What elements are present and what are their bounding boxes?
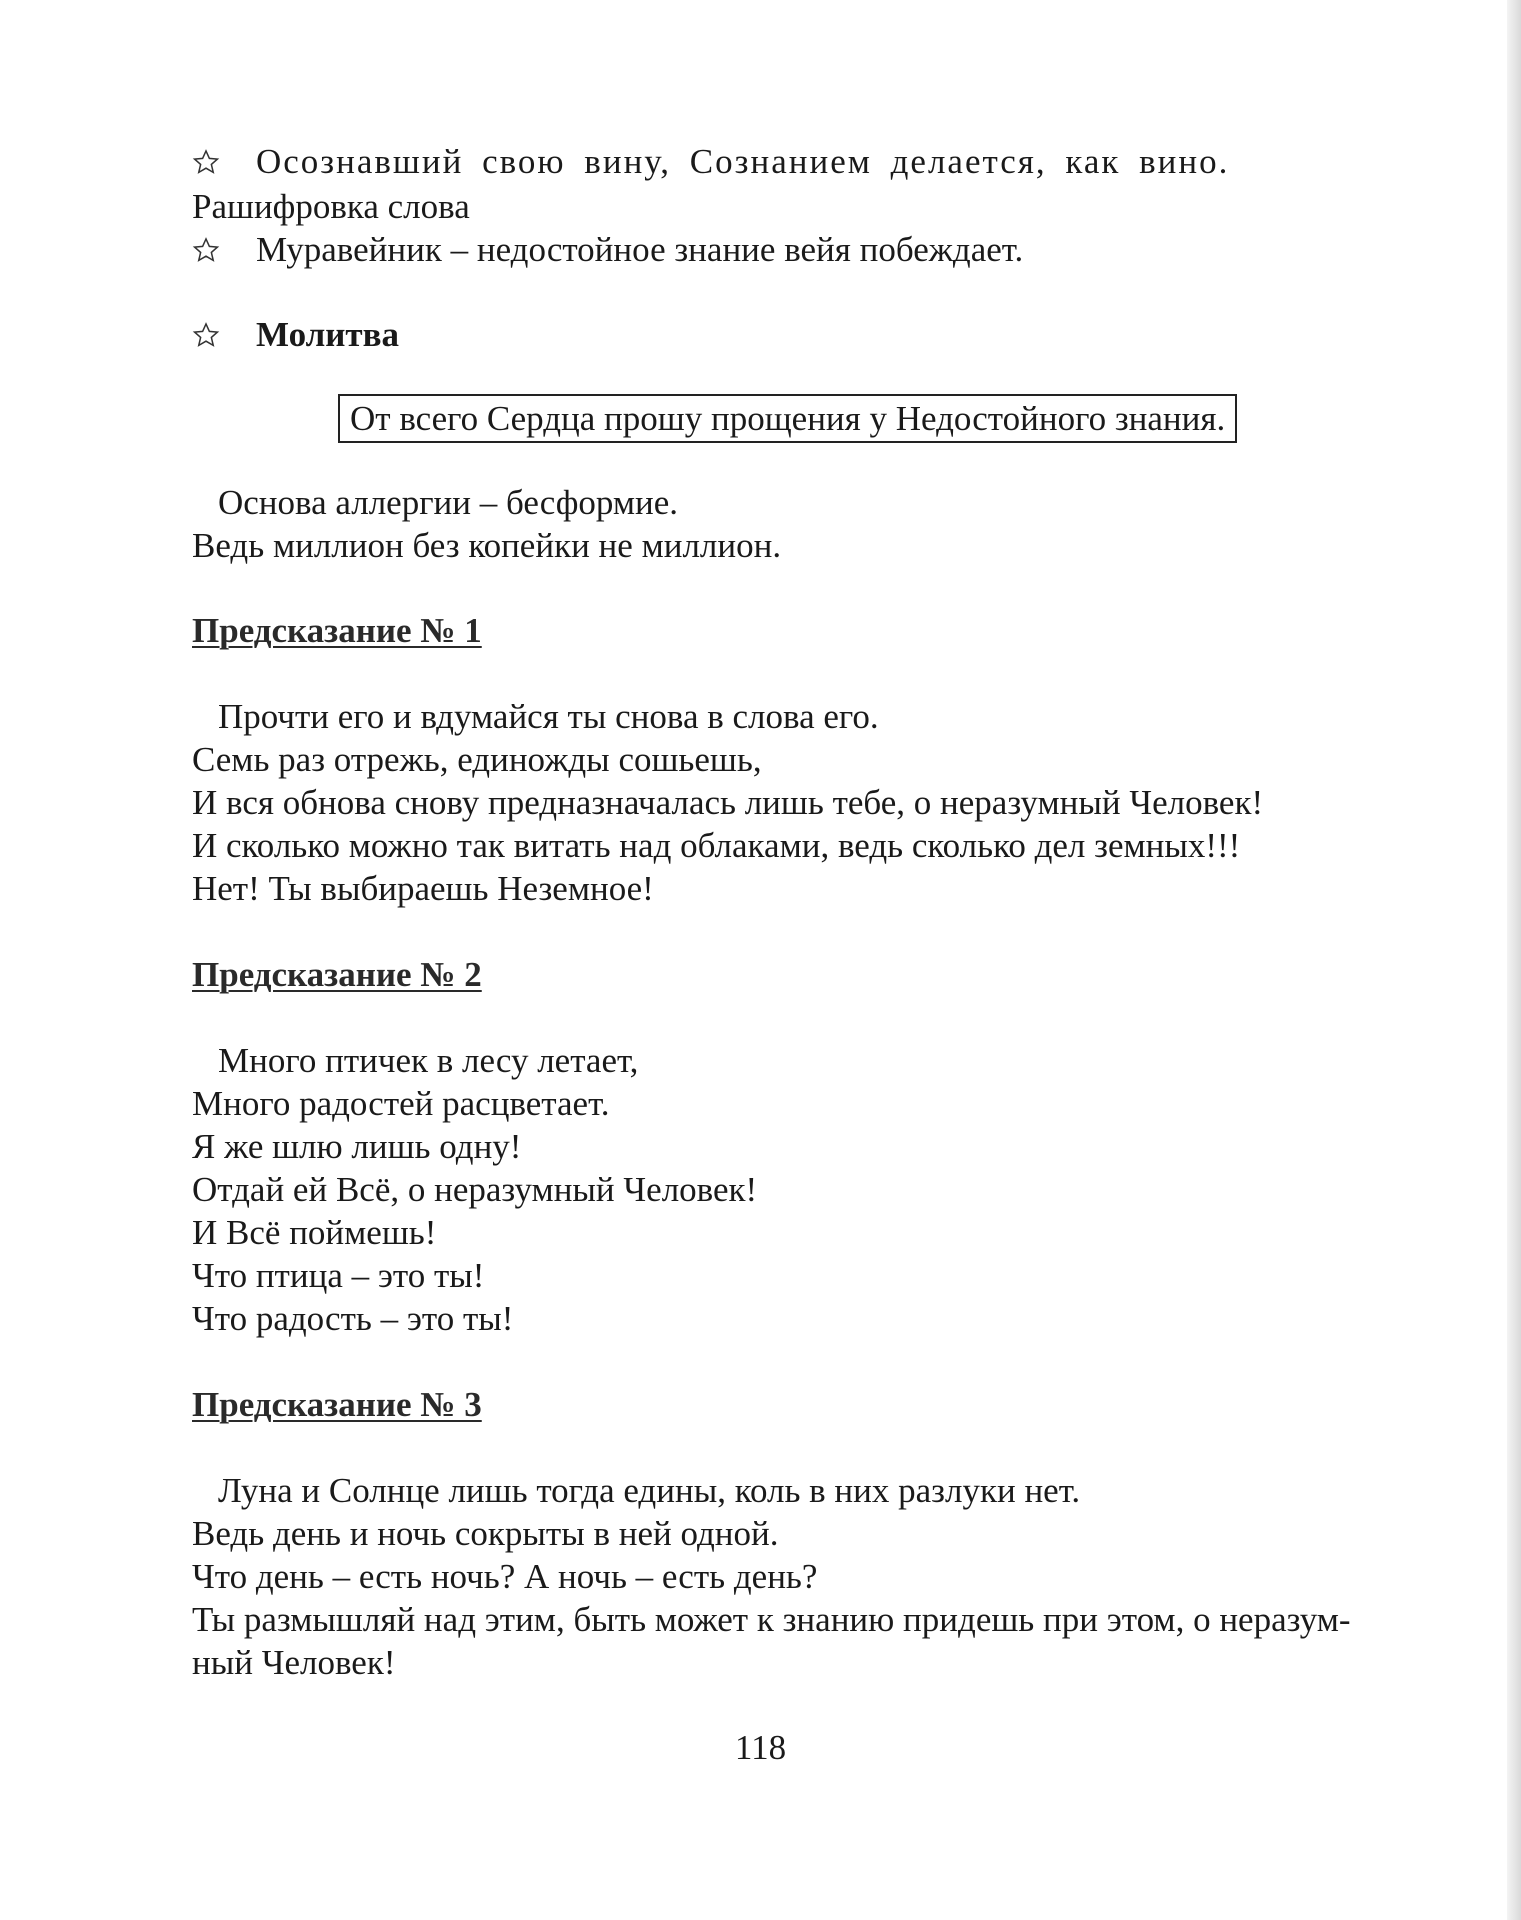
item-1-text: Осознавший свою вину, Сознанием делается, как вино.	[256, 142, 1230, 181]
page-edge-shadow	[1507, 0, 1521, 1920]
allergy-line-2: Ведь миллион без копейки не миллион.	[192, 526, 782, 565]
prediction-1-title: Предсказание № 1	[192, 611, 482, 650]
allergy-line-1: Основа аллергии – бесформие.	[218, 483, 679, 522]
item-2-text: Муравейник – недостойное знание вейя побеждает.	[256, 230, 1024, 269]
star-outline-icon	[192, 315, 256, 358]
prediction-3-title: Предсказание № 3	[192, 1385, 482, 1424]
prediction-2-line-7: Что радость – это ты!	[192, 1299, 514, 1338]
prediction-2-line-2: Много радостей расцветает.	[192, 1084, 610, 1123]
item-1-line-2: Рашифровка слова	[192, 187, 470, 226]
prediction-3-line-3: Что день – есть ночь? А ночь – есть день?	[192, 1557, 818, 1596]
prediction-1-line-4: И сколько можно так витать над облаками, ведь сколько дел земных!!!	[192, 826, 1241, 865]
item-2-line	[192, 228, 1472, 273]
prediction-2-line-1: Много птичек в лесу летает,	[218, 1041, 639, 1080]
prediction-3-line-1: Луна и Солнце лишь тогда едины, коль в них разлуки нет.	[218, 1471, 1081, 1510]
prayer-title-line	[192, 313, 1472, 358]
prayer-box: От всего Сердца прошу прощения у Недостойного знания.	[338, 394, 1237, 443]
prediction-3-line-2: Ведь день и ночь сокрыты в ней одной.	[192, 1514, 779, 1553]
page-number: 118	[734, 1728, 787, 1767]
prediction-1-line-1: Прочти его и вдумайся ты снова в слова его.	[218, 697, 879, 736]
prediction-3-line-4: Ты размышляй над этим, быть может к знанию придешь при этом, о неразум-	[192, 1600, 1351, 1639]
prayer-box-wrap	[192, 394, 1472, 443]
prediction-1-line-2: Семь раз отрежь, единожды сошьешь,	[192, 740, 762, 779]
prediction-2-line-4: Отдай ей Всё, о неразумный Человек!	[192, 1170, 758, 1209]
star-outline-icon	[192, 230, 256, 273]
star-outline-icon	[192, 142, 256, 185]
prediction-2-line-3: Я же шлю лишь одну!	[192, 1127, 522, 1166]
prediction-2-line-6: Что птица – это ты!	[192, 1256, 485, 1295]
prediction-1-line-5: Нет! Ты выбираешь Неземное!	[192, 869, 654, 908]
item-1-line-1	[192, 140, 1472, 185]
prayer-title: Молитва	[256, 315, 400, 354]
page-content	[192, 140, 1472, 1684]
prediction-2-title: Предсказание № 2	[192, 955, 482, 994]
prediction-2-line-5: И Всё поймешь!	[192, 1213, 437, 1252]
prediction-3-line-5: ный Человек!	[192, 1643, 396, 1682]
prediction-1-line-3: И вся обнова снову предназначалась лишь тебе, о неразумный Человек!	[192, 783, 1264, 822]
